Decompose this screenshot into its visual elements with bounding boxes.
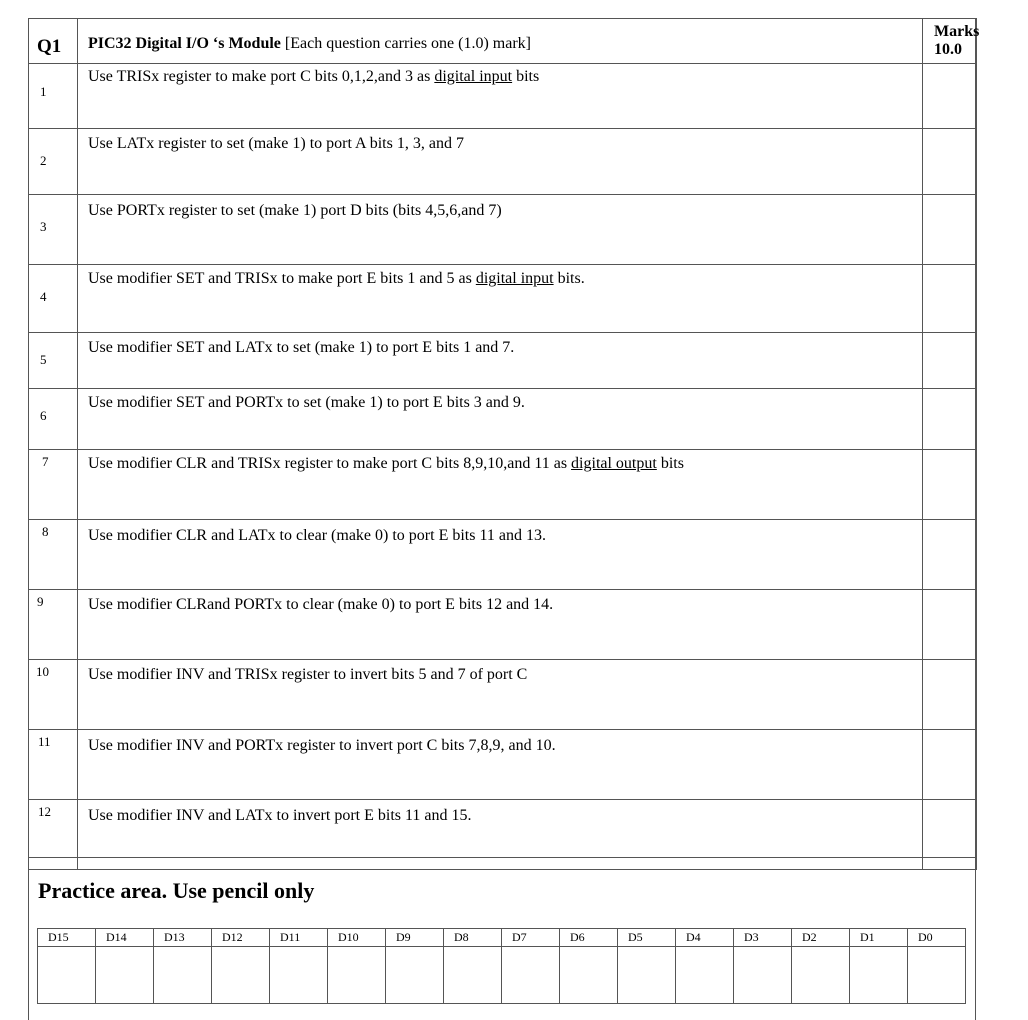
bit-label: D5 bbox=[618, 929, 676, 947]
question-text-main: Use TRISx register to make port C bits 0,1,2,and 3 as bbox=[88, 68, 435, 85]
question-number: 9 bbox=[37, 594, 44, 609]
question-text-end: bits bbox=[656, 455, 684, 472]
question-text-cell bbox=[78, 389, 923, 450]
marks-cell[interactable] bbox=[923, 265, 977, 333]
marks-cell[interactable] bbox=[923, 660, 977, 730]
bit-entry-cell[interactable] bbox=[560, 947, 618, 1004]
bit-entry-cell[interactable] bbox=[96, 947, 154, 1004]
question-text-main: Use modifier INV and LATx to invert port E bits 11 and 15. bbox=[88, 807, 472, 824]
question-text bbox=[88, 135, 464, 153]
question-text-cell bbox=[78, 730, 923, 800]
question-number: 6 bbox=[40, 408, 47, 423]
question-row bbox=[29, 195, 977, 265]
bit-entry-cell[interactable] bbox=[270, 947, 328, 1004]
question-text-main: Use modifier CLRand PORTx to clear (make 0) to port E bits 12 and 14. bbox=[88, 596, 554, 613]
question-text-end: bits bbox=[512, 68, 540, 85]
question-number-cell bbox=[29, 730, 78, 800]
marks-cell[interactable] bbox=[923, 64, 977, 129]
bit-entry-cell[interactable] bbox=[154, 947, 212, 1004]
bit-entry-cell[interactable] bbox=[386, 947, 444, 1004]
question-text-main: Use modifier SET and LATx to set (make 1) to port E bits 1 and 7. bbox=[88, 339, 515, 356]
question-row bbox=[29, 800, 977, 870]
question-text-main: Use modifier CLR and TRISx register to make port C bits 8,9,10,and 11 as bbox=[88, 455, 572, 472]
bit-label: D14 bbox=[96, 929, 154, 947]
marks-cell[interactable] bbox=[923, 590, 977, 660]
question-number: 2 bbox=[40, 153, 47, 168]
bit-entry-row bbox=[38, 947, 966, 1004]
bit-entry-cell[interactable] bbox=[502, 947, 560, 1004]
question-number: 8 bbox=[42, 524, 49, 539]
question-text-cell bbox=[78, 333, 923, 389]
question-row bbox=[29, 389, 977, 450]
bit-label: D11 bbox=[270, 929, 328, 947]
question-text-main: Use modifier SET and PORTx to set (make 1) to port E bits 3 and 9. bbox=[88, 394, 525, 411]
question-number: 7 bbox=[42, 454, 49, 469]
header-row bbox=[29, 19, 977, 64]
question-number: 4 bbox=[40, 289, 47, 304]
practice-area-title: Practice area. Use pencil only bbox=[38, 878, 315, 903]
questions-table bbox=[28, 18, 980, 870]
question-text-main: Use LATx register to set (make 1) to port A bits 1, 3, and 7 bbox=[88, 135, 464, 152]
question-text-underlined: digital input bbox=[434, 68, 513, 85]
frame-right-border-lower bbox=[975, 857, 976, 1020]
question-text bbox=[88, 202, 502, 220]
question-text-cell bbox=[78, 64, 923, 129]
marks-cell[interactable] bbox=[923, 730, 977, 800]
question-number-cell bbox=[29, 265, 78, 333]
question-text-cell bbox=[78, 129, 923, 195]
question-number: 3 bbox=[40, 219, 47, 234]
question-text-cell bbox=[78, 660, 923, 730]
bit-label-row bbox=[38, 929, 966, 947]
bit-label: D1 bbox=[850, 929, 908, 947]
bit-label: D10 bbox=[328, 929, 386, 947]
bit-entry-cell[interactable] bbox=[618, 947, 676, 1004]
bit-label: D12 bbox=[212, 929, 270, 947]
question-text bbox=[88, 737, 556, 755]
question-number: 11 bbox=[38, 734, 51, 749]
bit-entry-cell[interactable] bbox=[328, 947, 386, 1004]
question-text-cell bbox=[78, 195, 923, 265]
question-text-main: Use modifier INV and PORTx register to invert port C bits 7,8,9, and 10. bbox=[88, 737, 556, 754]
bit-entry-cell[interactable] bbox=[38, 947, 96, 1004]
bit-label: D3 bbox=[734, 929, 792, 947]
marks-header bbox=[923, 19, 980, 64]
marks-cell[interactable] bbox=[923, 800, 977, 870]
question-number-cell bbox=[29, 660, 78, 730]
question-row bbox=[29, 730, 977, 800]
bit-entry-cell[interactable] bbox=[444, 947, 502, 1004]
question-text bbox=[88, 455, 684, 473]
question-text-main: Use modifier INV and TRISx register to invert bits 5 and 7 of port C bbox=[88, 666, 528, 683]
question-text-main: Use PORTx register to set (make 1) port D bits (bits 4,5,6,and 7) bbox=[88, 202, 502, 219]
question-text bbox=[88, 339, 514, 357]
question-row bbox=[29, 64, 977, 129]
question-text-cell bbox=[78, 450, 923, 520]
marks-cell[interactable] bbox=[923, 333, 977, 389]
question-number-cell bbox=[29, 520, 78, 590]
question-number-cell bbox=[29, 333, 78, 389]
marks-cell[interactable] bbox=[923, 520, 977, 590]
bit-entry-cell[interactable] bbox=[734, 947, 792, 1004]
marks-cell[interactable] bbox=[923, 129, 977, 195]
question-row bbox=[29, 590, 977, 660]
marks-cell[interactable] bbox=[923, 195, 977, 265]
question-number: 1 bbox=[40, 84, 47, 99]
question-row bbox=[29, 265, 977, 333]
module-title-bold: PIC32 Digital I/O ‘s Module bbox=[88, 35, 281, 52]
question-text bbox=[88, 270, 585, 288]
question-number-cell bbox=[29, 450, 78, 520]
marks-value: 10.0 bbox=[934, 41, 962, 58]
question-number-cell bbox=[29, 389, 78, 450]
question-number: 5 bbox=[40, 352, 47, 367]
bit-entry-cell[interactable] bbox=[850, 947, 908, 1004]
question-text-underlined: digital input bbox=[475, 270, 554, 287]
question-row bbox=[29, 333, 977, 389]
marks-cell[interactable] bbox=[923, 450, 977, 520]
marks-label: Marks bbox=[934, 23, 980, 40]
question-text bbox=[88, 527, 546, 545]
bit-label: D8 bbox=[444, 929, 502, 947]
question-number-cell bbox=[29, 590, 78, 660]
question-text-underlined: digital output bbox=[571, 455, 657, 472]
question-text bbox=[88, 666, 527, 684]
bit-entry-cell[interactable] bbox=[676, 947, 734, 1004]
bit-entry-cell[interactable] bbox=[908, 947, 966, 1004]
question-text-main: Use modifier SET and TRISx to make port E bits 1 and 5 as bbox=[88, 270, 476, 287]
question-text-cell bbox=[78, 265, 923, 333]
bit-label: D15 bbox=[38, 929, 96, 947]
bit-label: D6 bbox=[560, 929, 618, 947]
question-number-cell bbox=[29, 195, 78, 265]
bit-label: D9 bbox=[386, 929, 444, 947]
question-row bbox=[29, 660, 977, 730]
question-label: Q1 bbox=[29, 19, 78, 64]
question-text-cell bbox=[78, 590, 923, 660]
module-title-note: [Each question carries one (1.0) mark] bbox=[280, 35, 532, 52]
question-text-main: Use modifier CLR and LATx to clear (make 0) to port E bits 11 and 13. bbox=[88, 527, 546, 544]
question-text bbox=[88, 807, 472, 825]
question-text bbox=[88, 596, 553, 614]
question-text bbox=[88, 394, 525, 412]
bit-entry-cell[interactable] bbox=[792, 947, 850, 1004]
bit-label: D4 bbox=[676, 929, 734, 947]
bit-label: D13 bbox=[154, 929, 212, 947]
question-row bbox=[29, 129, 977, 195]
bit-label: D2 bbox=[792, 929, 850, 947]
question-number: 10 bbox=[36, 664, 49, 679]
marks-cell[interactable] bbox=[923, 389, 977, 450]
question-text-cell bbox=[78, 520, 923, 590]
question-text-end: bits. bbox=[553, 270, 585, 287]
question-row bbox=[29, 520, 977, 590]
question-number-cell bbox=[29, 129, 78, 195]
module-title bbox=[78, 19, 923, 64]
question-number: 12 bbox=[38, 804, 51, 819]
bit-label: D7 bbox=[502, 929, 560, 947]
question-text-cell bbox=[78, 800, 923, 870]
question-number-cell bbox=[29, 800, 78, 870]
bit-label: D0 bbox=[908, 929, 966, 947]
question-number-cell bbox=[29, 64, 78, 129]
bit-register-grid bbox=[37, 928, 966, 1004]
bit-entry-cell[interactable] bbox=[212, 947, 270, 1004]
question-text bbox=[88, 68, 539, 86]
question-row bbox=[29, 450, 977, 520]
